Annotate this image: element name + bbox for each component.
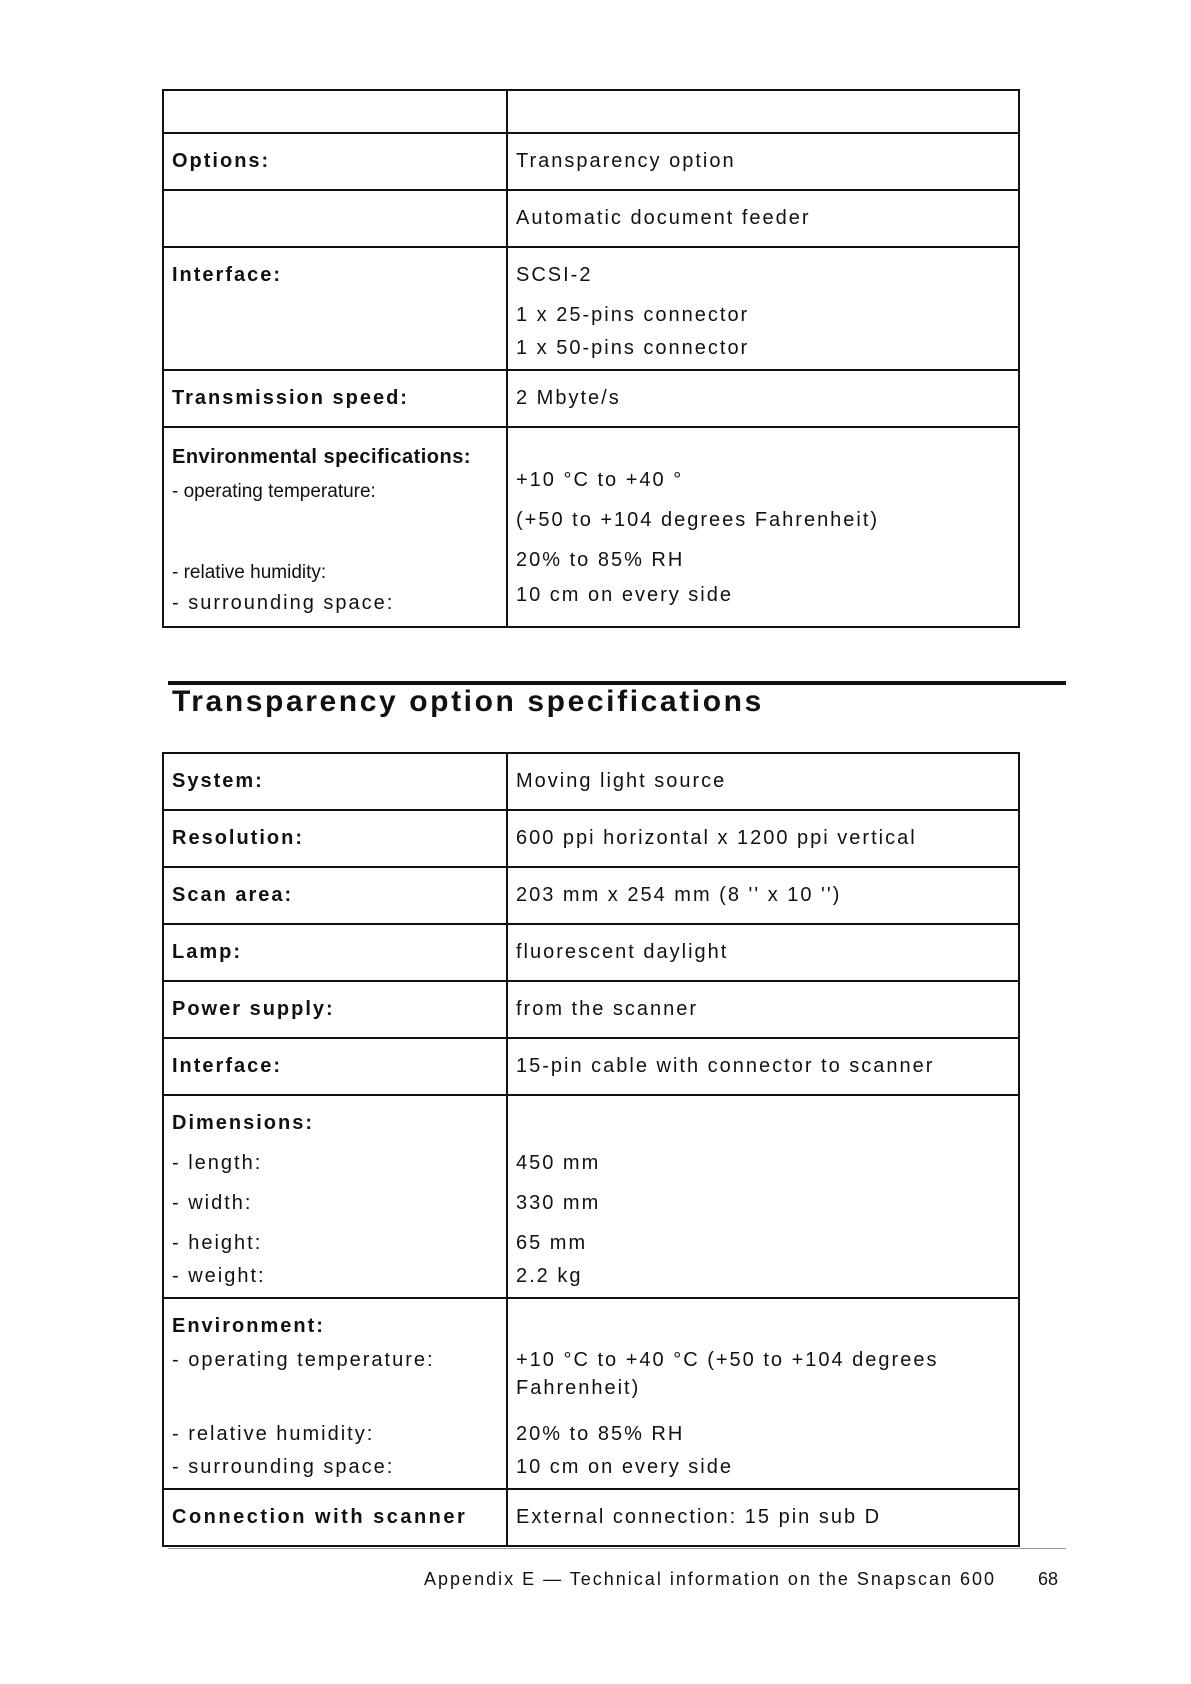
interface-values bbox=[507, 247, 1019, 370]
environmental-labels bbox=[163, 427, 507, 627]
operating-temp-value: Fahrenheit) bbox=[516, 1377, 641, 1399]
scan-area-value: 203 mm x 254 mm (8 '' x 10 '') bbox=[507, 867, 1019, 924]
humidity-label: - relative humidity: bbox=[172, 1423, 375, 1445]
length-label: - length: bbox=[172, 1152, 263, 1174]
page-number: 68 bbox=[1038, 1569, 1059, 1589]
surrounding-space-label: - surrounding space: bbox=[172, 1456, 395, 1478]
lamp-label: Lamp: bbox=[163, 924, 507, 981]
humidity-value: 20% to 85% RH bbox=[516, 1423, 685, 1445]
options-value: Transparency option bbox=[507, 133, 1019, 190]
table-row bbox=[163, 133, 1019, 190]
table-row bbox=[163, 1489, 1019, 1546]
table-cell bbox=[163, 190, 507, 247]
interface-label: Interface: bbox=[163, 247, 507, 370]
operating-temp-label: - operating temperature: bbox=[172, 481, 376, 502]
table-row bbox=[163, 924, 1019, 981]
table-row bbox=[163, 1298, 1019, 1489]
width-value: 330 mm bbox=[516, 1192, 601, 1214]
table-cell bbox=[516, 1306, 1010, 1346]
options-value: Automatic document feeder bbox=[507, 190, 1019, 247]
dimensions-labels bbox=[163, 1095, 507, 1298]
options-label: Options: bbox=[163, 133, 507, 190]
height-value: 65 mm bbox=[516, 1232, 588, 1254]
interface-value: 1 x 25-pins connector bbox=[516, 304, 750, 326]
environment-labels bbox=[163, 1298, 507, 1489]
system-value: Moving light source bbox=[507, 753, 1019, 810]
environmental-values bbox=[507, 427, 1019, 627]
system-label: System: bbox=[163, 753, 507, 810]
table-row bbox=[163, 1038, 1019, 1095]
scanner-spec-table bbox=[162, 89, 1020, 628]
height-label: - height: bbox=[172, 1232, 263, 1254]
table-row bbox=[163, 981, 1019, 1038]
scan-area-label: Scan area: bbox=[163, 867, 507, 924]
interface-value: 15-pin cable with connector to scanner bbox=[507, 1038, 1019, 1095]
environmental-label: Environmental specifications: bbox=[172, 446, 472, 468]
environment-values bbox=[507, 1298, 1019, 1489]
power-supply-value: from the scanner bbox=[507, 981, 1019, 1038]
table-row bbox=[163, 1095, 1019, 1298]
surrounding-space-value: 10 cm on every side bbox=[516, 1456, 733, 1478]
table-row bbox=[163, 190, 1019, 247]
table-row bbox=[163, 753, 1019, 810]
interface-value: SCSI-2 bbox=[516, 264, 593, 286]
surrounding-space-value: 10 cm on every side bbox=[516, 584, 733, 606]
table-row bbox=[163, 810, 1019, 867]
connection-label: Connection with scanner bbox=[163, 1489, 507, 1546]
connection-value: External connection: 15 pin sub D bbox=[507, 1489, 1019, 1546]
operating-temp-value: (+50 to +104 degrees Fahrenheit) bbox=[516, 509, 880, 531]
table-row bbox=[163, 867, 1019, 924]
footer-text: Appendix E — Technical information on the Snapscan 600 bbox=[424, 1569, 996, 1589]
operating-temp-value: +10 °C to +40 °C (+50 to +104 degrees bbox=[516, 1349, 939, 1371]
length-value: 450 mm bbox=[516, 1152, 601, 1174]
table-cell bbox=[516, 1103, 1010, 1143]
section-title: Transparency option specifications bbox=[172, 685, 764, 718]
humidity-label: - relative humidity: bbox=[172, 562, 327, 583]
transmission-value: 2 Mbyte/s bbox=[507, 370, 1019, 427]
power-supply-label: Power supply: bbox=[163, 981, 507, 1038]
operating-temp-value: +10 °C to +40 ° bbox=[516, 469, 684, 491]
table-cell bbox=[163, 90, 507, 133]
surrounding-space-label: - surrounding space: bbox=[172, 592, 395, 614]
operating-temp-label: - operating temperature: bbox=[172, 1349, 435, 1371]
interface-value: 1 x 50-pins connector bbox=[516, 337, 750, 359]
environment-label: Environment: bbox=[172, 1315, 325, 1337]
weight-label: - weight: bbox=[172, 1265, 266, 1287]
lamp-value: fluorescent daylight bbox=[507, 924, 1019, 981]
dimensions-values bbox=[507, 1095, 1019, 1298]
interface-label: Interface: bbox=[163, 1038, 507, 1095]
width-label: - width: bbox=[172, 1192, 253, 1214]
footer-divider bbox=[168, 1548, 1066, 1549]
table-row bbox=[163, 370, 1019, 427]
table-row bbox=[163, 247, 1019, 370]
resolution-value: 600 ppi horizontal x 1200 ppi vertical bbox=[507, 810, 1019, 867]
transmission-label: Transmission speed: bbox=[163, 370, 507, 427]
resolution-label: Resolution: bbox=[163, 810, 507, 867]
humidity-value: 20% to 85% RH bbox=[516, 549, 685, 571]
weight-value: 2.2 kg bbox=[516, 1265, 583, 1287]
transparency-spec-table bbox=[162, 752, 1020, 1547]
table-row bbox=[163, 90, 1019, 133]
table-row bbox=[163, 427, 1019, 627]
table-cell bbox=[507, 90, 1019, 133]
dimensions-label: Dimensions: bbox=[172, 1112, 315, 1134]
table-cell bbox=[516, 438, 1010, 460]
